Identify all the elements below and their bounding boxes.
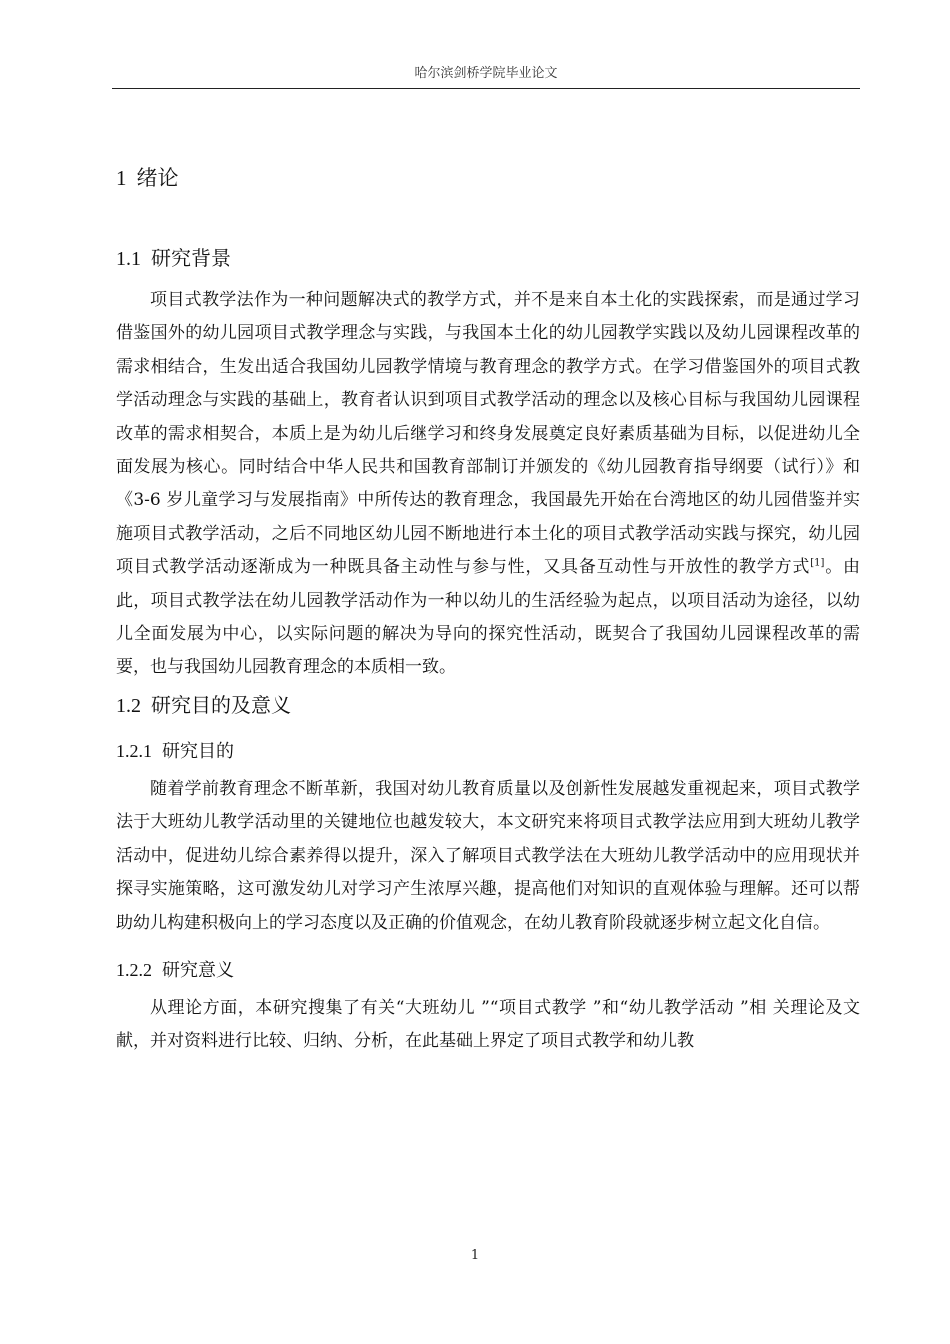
subsection-heading-1-2-1 <box>116 735 860 767</box>
chapter-heading <box>116 156 860 200</box>
chapter-title: 绪论 <box>136 166 179 190</box>
subsection-number: 1.2.1 <box>116 740 152 761</box>
paragraph-significance: 从理论方面，本研究搜集了有关“大班幼儿 ”“项目式教学 ”和“幼儿教学活动 ”相 关理论及文献，并对资料进行比较、归纳、分析，在此基础上界定了项目式教学和幼儿教 <box>116 997 860 1052</box>
section-heading-1-2 <box>116 687 860 723</box>
paragraph-purpose: 随着学前教育理念不断革新，我国对幼儿教育质量以及创新性发展越发重视起来，项目式教学法于大班幼儿教学活动里的关键地位也越发较大，本文研究来将项目式教学法应用到大班幼儿教学活动中，促进幼儿综合素养得以提升，深入了解项目式教学法在大班幼儿教学活动中的应用现状并探寻实施策略，这可激发幼儿对学习产生浓厚兴趣，提高他们对知识的直观体验与理解。还可以帮助幼儿构建积极向上的学习态度以及正确的价值观念，在幼儿教育阶段就逐步树立起文化自信。 <box>116 778 860 933</box>
subsection-title: 研究意义 <box>162 959 234 981</box>
chapter-number: 1 <box>116 166 127 190</box>
section-number: 1.2 <box>116 694 141 717</box>
subsection-title: 研究目的 <box>162 740 234 762</box>
section-number: 1.1 <box>116 248 141 270</box>
paragraph-text: 项目式教学法作为一种问题解决式的教学方式，并不是来自本土化的实践探索，而是通过学习借鉴国外的幼儿园项目式教学理念与实践，与我国本土化的幼儿园教学实践以及幼儿园课程改革的需求相结合，生发出适合我国幼儿园教学情境与教育理念的教学方式。在学习借鉴国外的项目式教学活动理念与实践的基础上，教育者认识到项目式教学活动的理念以及核心目标与我国幼儿园课程改革的需求相契合，本质上是为幼儿后继学习和终身发展奠定良好素质基础为目标，以促进幼儿全面发展为核心。同时结合中华人民共和国教育部制订并颁发的《幼儿园教育指导纲要（试行）》和《3-6 岁儿童学习与发展指南》中所传达的教育理念，我国最先开始在台湾地区的幼儿园借鉴并实施项目式教学活动，之后不同地区幼儿园不断地进行本土化的项目式教学活动实践与探究，幼儿园项目式教学活动逐渐成为一种既具备主动性与参与性，又具备互动性与开放性的教学方式 <box>116 290 860 578</box>
paragraph-background <box>116 284 860 685</box>
running-header: 哈尔滨剑桥学院毕业论文 <box>414 66 558 81</box>
page-number: 1 <box>470 1248 480 1263</box>
section-title: 研究目的及意义 <box>151 692 291 717</box>
section-title: 研究背景 <box>151 246 231 270</box>
paragraph-text-continued: 。由此，项目式教学法在幼儿园教学活动作为一种以幼儿的生活经验为起点，以项目活动为途径，以幼儿全面发展为中心，以实际问题的解决为导向的探究性活动，既契合了我国幼儿园课程改革的需要，也与我国幼儿园教育理念的本质相一致。 <box>116 557 861 678</box>
section-heading-1-1 <box>116 240 860 276</box>
subsection-heading-1-2-2 <box>116 954 860 986</box>
header-rule <box>112 88 860 89</box>
subsection-number: 1.2.2 <box>116 959 152 980</box>
citation-marker: [1] <box>810 557 825 569</box>
body-content <box>116 156 860 1059</box>
